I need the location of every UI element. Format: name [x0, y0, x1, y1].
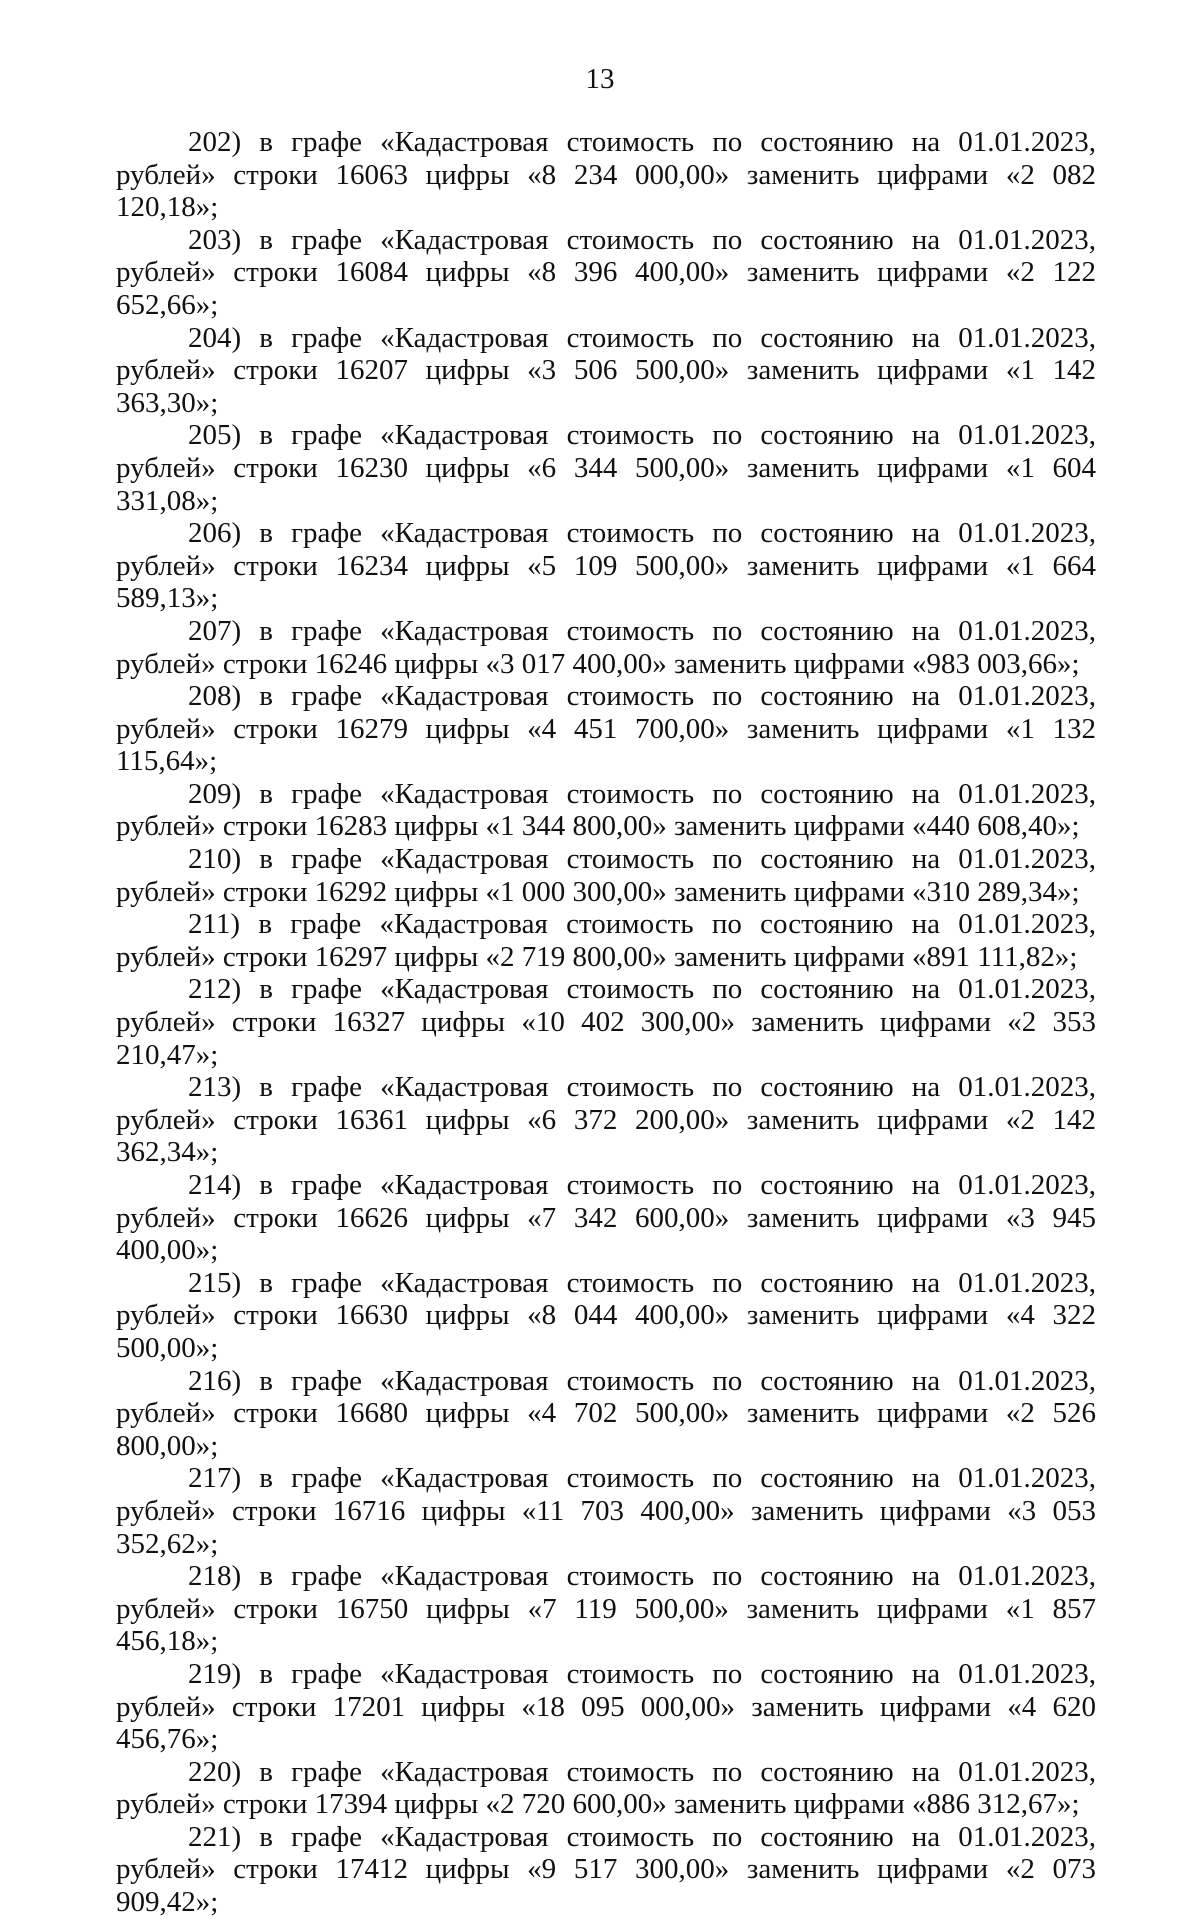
- list-item-219: 219) в графе «Кадастровая стоимость по состоянию на 01.01.2023, рублей» строки 17201 цифры «18 095 000,00» заменить цифрами «4 620 456,76»;: [116, 1657, 1096, 1756]
- list-item-213: 213) в графе «Кадастровая стоимость по состоянию на 01.01.2023, рублей» строки 16361 цифры «6 372 200,00» заменить цифрами «2 142 362,34»;: [116, 1071, 1096, 1169]
- list-item-217: 217) в графе «Кадастровая стоимость по состоянию на 01.01.2023, рублей» строки 16716 цифры «11 703 400,00» заменить цифрами «3 053 352,62»;: [116, 1462, 1096, 1560]
- list-item-207: 207) в графе «Кадастровая стоимость по состоянию на 01.01.2023, рублей» строки 16246 цифры «3 017 400,00» заменить цифрами «983 003,66»;: [116, 614, 1096, 680]
- list-item-215: 215) в графе «Кадастровая стоимость по состоянию на 01.01.2023, рублей» строки 16630 цифры «8 044 400,00» заменить цифрами «4 322 500,00»;: [116, 1266, 1096, 1364]
- list-item-205: 205) в графе «Кадастровая стоимость по состоянию на 01.01.2023, рублей» строки 16230 цифры «6 344 500,00» заменить цифрами «1 604 331,08»;: [116, 419, 1096, 517]
- list-item-206: 206) в графе «Кадастровая стоимость по состоянию на 01.01.2023, рублей» строки 16234 цифры «5 109 500,00» заменить цифрами «1 664 589,13»;: [116, 517, 1096, 615]
- list-item-210: 210) в графе «Кадастровая стоимость по состоянию на 01.01.2023, рублей» строки 16292 цифры «1 000 300,00» заменить цифрами «310 289,34»;: [116, 843, 1096, 908]
- list-item-202: 202) в графе «Кадастровая стоимость по состоянию на 01.01.2023, рублей» строки 16063 цифры «8 234 000,00» заменить цифрами «2 082 120,18»;: [116, 126, 1096, 224]
- list-item-218: 218) в графе «Кадастровая стоимость по состоянию на 01.01.2023, рублей» строки 16750 цифры «7 119 500,00» заменить цифрами «1 857 456,18»;: [116, 1560, 1096, 1658]
- list-item-212: 212) в графе «Кадастровая стоимость по состоянию на 01.01.2023, рублей» строки 16327 цифры «10 402 300,00» заменить цифрами «2 353 210,47»;: [116, 973, 1096, 1071]
- list-item-208: 208) в графе «Кадастровая стоимость по состоянию на 01.01.2023, рублей» строки 16279 цифры «4 451 700,00» заменить цифрами «1 132 115,64»;: [116, 680, 1096, 778]
- list-item-204: 204) в графе «Кадастровая стоимость по состоянию на 01.01.2023, рублей» строки 16207 цифры «3 506 500,00» заменить цифрами «1 142 363,30»;: [116, 321, 1096, 419]
- list-item-211: 211) в графе «Кадастровая стоимость по состоянию на 01.01.2023, рублей» строки 16297 цифры «2 719 800,00» заменить цифрами «891 111,82»;: [116, 908, 1096, 973]
- list-item-216: 216) в графе «Кадастровая стоимость по состоянию на 01.01.2023, рублей» строки 16680 цифры «4 702 500,00» заменить цифрами «2 526 800,00»;: [116, 1364, 1096, 1462]
- page-number: 13: [585, 63, 615, 95]
- list-item-209: 209) в графе «Кадастровая стоимость по состоянию на 01.01.2023, рублей» строки 16283 цифры «1 344 800,00» заменить цифрами «440 608,40»;: [116, 777, 1096, 843]
- list-item-221: 221) в графе «Кадастровая стоимость по состоянию на 01.01.2023, рублей» строки 17412 цифры «9 517 300,00» заменить цифрами «2 073 909,42»;: [116, 1820, 1096, 1919]
- list-item-214: 214) в графе «Кадастровая стоимость по состоянию на 01.01.2023, рублей» строки 16626 цифры «7 342 600,00» заменить цифрами «3 945 400,00»;: [116, 1169, 1096, 1267]
- document-body: [116, 126, 1096, 1919]
- list-item-220: 220) в графе «Кадастровая стоимость по состоянию на 01.01.2023, рублей» строки 17394 цифры «2 720 600,00» заменить цифрами «886 312,67»;: [116, 1755, 1096, 1821]
- list-item-203: 203) в графе «Кадастровая стоимость по состоянию на 01.01.2023, рублей» строки 16084 цифры «8 396 400,00» заменить цифрами «2 122 652,66»;: [116, 223, 1096, 321]
